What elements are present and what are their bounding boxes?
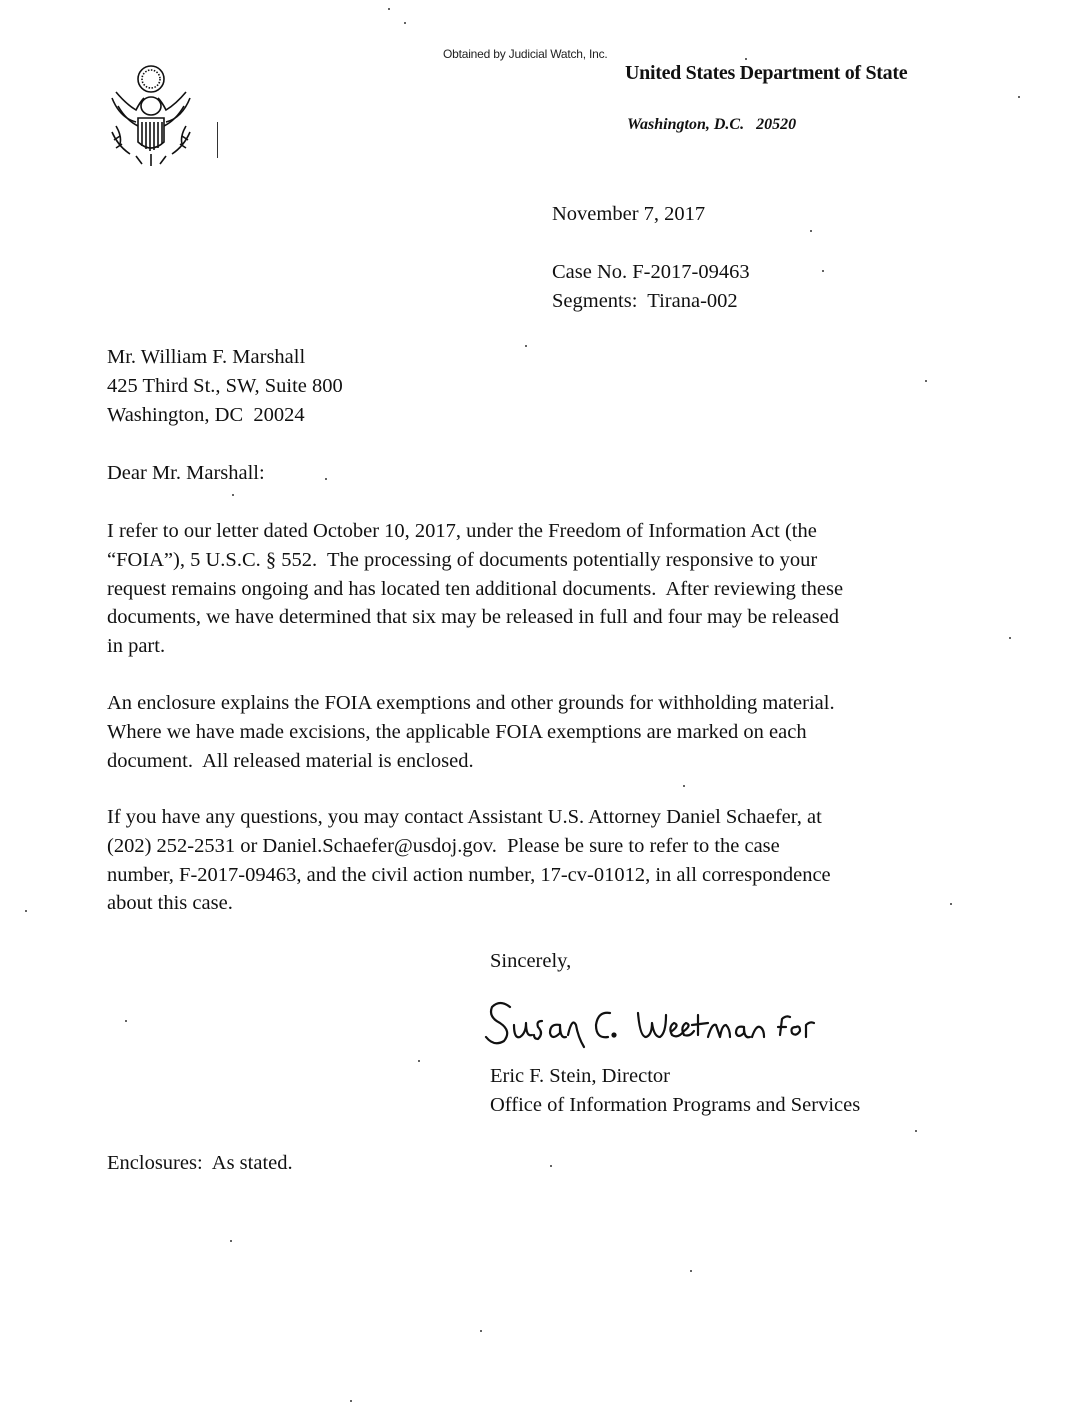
case-info (552, 258, 750, 316)
paragraph-line: I refer to our letter dated October 10, 2017, under the Freedom of Information Act (the (107, 520, 817, 542)
paragraph-line: (202) 252-2531 or Daniel.Schaefer@usdoj.gov. Please be sure to refer to the case (107, 834, 780, 857)
letter-date: November 7, 2017 (552, 203, 706, 225)
recipient-address (107, 343, 343, 429)
signer-office: Office of Information Programs and Services (490, 1093, 861, 1116)
salutation: Dear Mr. Marshall: (107, 462, 265, 484)
paragraph-line: Where we have made excisions, the applicable FOIA exemptions are marked on each (107, 720, 807, 743)
department-name: United States Department of State (625, 62, 908, 84)
department-address: Washington, D.C. 20520 (627, 116, 797, 133)
handwritten-signature (480, 995, 880, 1055)
margin-mark (217, 122, 220, 158)
recipient-city: Washington, DC 20024 (107, 403, 305, 426)
paragraph-2 (107, 689, 1007, 775)
paragraph-line: documents, we have determined that six may be released in full and four may be released (107, 606, 840, 629)
paragraph-3 (107, 803, 1007, 918)
paragraph-line: request remains ongoing and has located ten additional documents. After reviewing these (107, 577, 844, 600)
segments: Segments: Tirana-002 (552, 289, 738, 312)
recipient-name: Mr. William F. Marshall (107, 346, 306, 368)
closing: Sincerely, (490, 950, 572, 972)
case-number: Case No. F-2017-09463 (552, 261, 750, 283)
paragraph-line: “FOIA”), 5 U.S.C. § 552. The processing of documents potentially responsive to your (107, 548, 818, 571)
paragraph-line: If you have any questions, you may contact Assistant U.S. Attorney Daniel Schaefer, at (107, 806, 822, 828)
recipient-street: 425 Third St., SW, Suite 800 (107, 374, 343, 397)
great-seal-icon (106, 62, 196, 170)
paragraph-line: document. All released material is enclosed. (107, 749, 474, 772)
paragraph-line: in part. (107, 635, 166, 658)
paragraph-line: number, F-2017-09463, and the civil action number, 17-cv-01012, in all correspondence (107, 863, 831, 886)
paragraph-line: about this case. (107, 892, 233, 915)
enclosures-note: Enclosures: As stated. (107, 1152, 293, 1174)
paragraph-line: An enclosure explains the FOIA exemptions and other grounds for withholding material. (107, 692, 835, 714)
paragraph-1 (107, 517, 1007, 661)
watermark-text: Obtained by Judicial Watch, Inc. (443, 47, 608, 61)
signer-block (490, 1062, 860, 1120)
signer-name-title: Eric F. Stein, Director (490, 1065, 670, 1087)
